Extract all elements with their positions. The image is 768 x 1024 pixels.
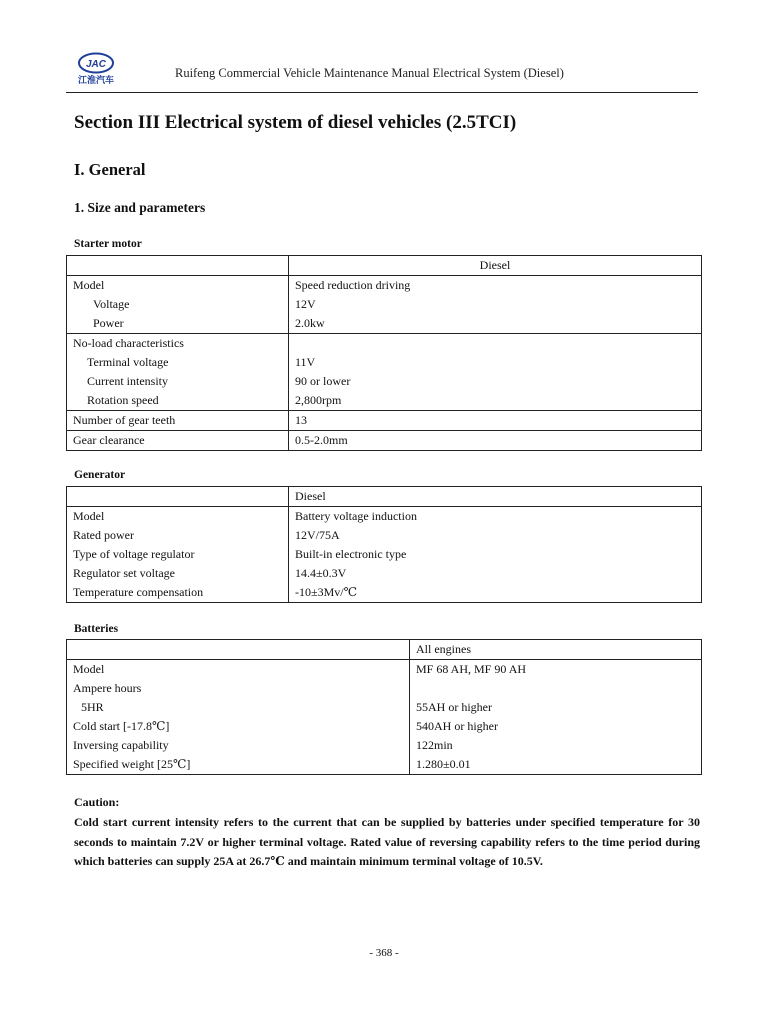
value-cell [289,276,702,334]
param-label: Regulator set voltage [73,566,175,580]
svg-text:江淮汽车: 江淮汽车 [77,76,115,86]
param-cell [67,507,289,603]
page-number: - 368 - [369,947,399,959]
param-label: Specified weight [25℃] [73,757,191,771]
table-row [67,660,702,775]
param-label: Ampere hours [73,681,142,695]
table-header-row [67,487,702,507]
param-label: Number of gear teeth [67,411,289,431]
table-row [67,334,702,411]
heading-size-parameters: 1. Size and parameters [74,200,206,215]
param-label: No-load characteristics [73,336,184,350]
jac-logo [64,52,128,86]
table-header-row [67,640,702,660]
param-label: Model [73,662,105,676]
param-cell [67,334,289,411]
table-row [67,411,702,431]
param-value: 0.5-2.0mm [289,431,702,451]
param-value [295,334,695,353]
value-cell [289,334,702,411]
table-row [67,431,702,451]
starter-motor-table [66,255,702,451]
param-label: Temperature compensation [73,585,204,599]
param-label: Rotation speed [87,393,159,407]
param-label: Model [73,278,105,292]
param-value: 14.4±0.3V [295,566,347,580]
generator-label: Generator [74,469,126,481]
param-label: Power [93,316,124,330]
caution-text: Cold start current intensity refers to the current that can be supplied by batteries under specified temperature for 30 seconds to maintain 7.2V or higher terminal voltage. Rated value of reversing capability refers to the time period during which batteries can supply 25A at 26.7℃ and maintain minimum terminal voltage of 10.5V. [74,815,700,868]
section-title: Section III Electrical system of diesel vehicles (2.5TCI) [74,112,517,133]
param-label: Inversing capability [73,738,169,752]
table-header-cell: Diesel [289,487,702,507]
table-header-cell: Diesel [289,256,702,276]
param-value: Built-in electronic type [295,547,407,561]
svg-text:JAC: JAC [85,59,107,70]
param-label: 5HR [81,700,104,714]
table-cell [67,487,289,507]
param-label: Voltage [93,297,130,311]
param-value [416,679,695,698]
value-cell [289,507,702,603]
generator-table [66,486,702,603]
param-label: Model [73,509,105,523]
param-value: Speed reduction driving [295,278,411,292]
param-value: 55AH or higher [416,700,492,714]
param-label: Current intensity [87,374,168,388]
param-value: 13 [289,411,702,431]
param-value: 122min [416,738,453,752]
batteries-label: Batteries [74,623,119,635]
param-value: 1.280±0.01 [416,757,471,771]
table-cell [67,640,410,660]
starter-motor-label: Starter motor [74,238,142,250]
param-label: Gear clearance [67,431,289,451]
value-cell [410,660,702,775]
table-row [67,507,702,603]
table-header-row [67,256,702,276]
caution-title: Caution: [74,795,120,809]
param-value: 12V [295,297,316,311]
header-divider [66,92,698,93]
param-cell [67,276,289,334]
table-header-cell: All engines [410,640,702,660]
table-row [67,276,702,334]
param-value: 540AH or higher [416,719,498,733]
heading-general: I. General [74,160,146,179]
param-cell [67,660,410,775]
param-value: 90 or lower [295,374,351,388]
param-value: Battery voltage induction [295,509,417,523]
param-value: 11V [295,355,316,369]
batteries-table [66,639,702,775]
param-value: -10±3Mv/℃ [295,585,358,599]
param-value: 2,800rpm [295,393,342,407]
param-label: Terminal voltage [87,355,169,369]
param-value: 12V/75A [295,528,340,542]
param-label: Cold start [-17.8℃] [73,719,170,733]
param-value: MF 68 AH, MF 90 AH [416,662,527,676]
table-cell [67,256,289,276]
param-label: Type of voltage regulator [73,547,195,561]
header-title: Ruifeng Commercial Vehicle Maintenance Manual Electrical System (Diesel) [175,66,564,80]
param-label: Rated power [73,528,134,542]
param-value: 2.0kw [295,316,325,330]
